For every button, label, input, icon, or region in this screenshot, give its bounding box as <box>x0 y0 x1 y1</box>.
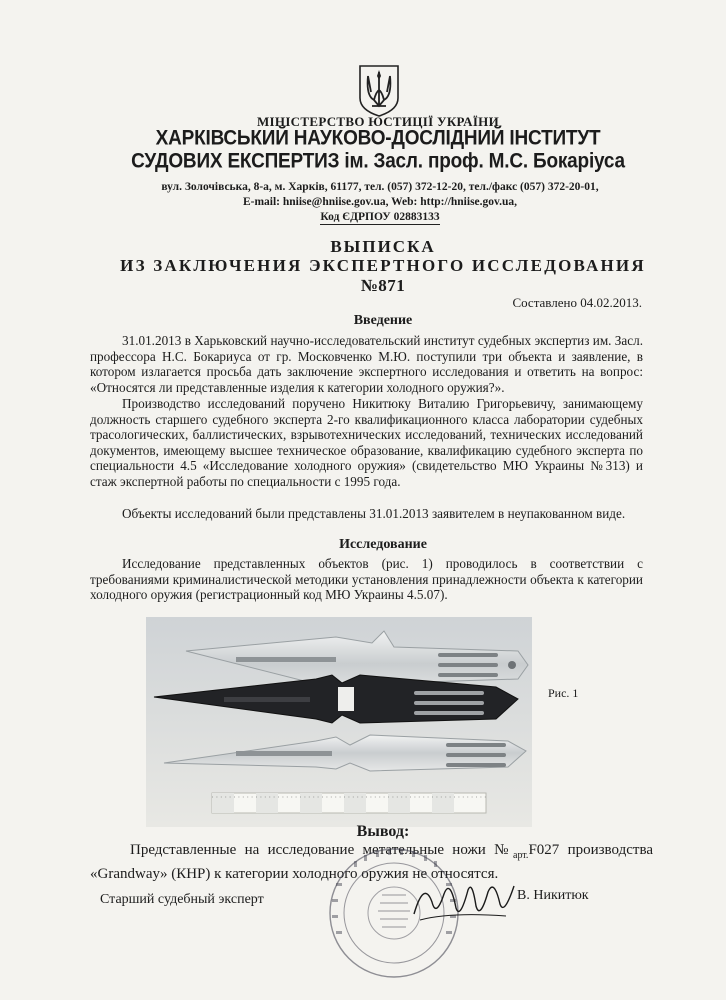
handwritten-signature <box>410 872 520 932</box>
ministry-name: МІНІСТЕРСТВО ЮСТИЦІЇ УКРАЇНИ <box>256 114 500 129</box>
introduction-paragraph-2: Производство исследований поручено Никитюку Виталию Григорьевичу, занимающему должность старшего судебного эксперта 2-го квалификационного класса лаборатории судебных трасологических, баллистических, взрывотехнических исследований, технических исследований документов, имеющему высшее техническое образование, квалификацию судебного эксперта по специальности 4.5 «Исследование холодного оружия» (свидетельство МЮ Украины №313) и стаж экспертной работы по специальности с 1995 года. <box>90 396 643 489</box>
introduction-heading: Введение <box>353 313 413 328</box>
conclusion-text-part1: Представленные на исследование метательные ножи № <box>130 842 513 858</box>
conclusion-text-part2: F027 производства «Grandway» (КНР) к категории холодного оружия не относятся. <box>90 842 653 882</box>
research-paragraph: Исследование представленных объектов (рис. 1) проводилось в соответствии с требованиями криминалистической методики установления принадлежности объекта к категории холодного оружия (регистрационный код МЮ Украины 4.5.07). <box>90 556 643 603</box>
institute-name-line2: СУДОВИХ ЕКСПЕРТИЗ ім. Засл. проф. М.С. Бокаріуса <box>131 149 625 174</box>
introduction-paragraph-1: 31.01.2013 в Харьковский научно-исследовательский институт судебных экспертиз им. Засл. профессора Н.С. Бокариуса от гр. Московченко М.Ю. поступили три объекта и заявление, в котором излагается просьба дать заключение экспертного исследования и ответить на вопрос: «Относятся ли представленные изделия к категории холодного оружия?». <box>90 333 643 395</box>
conclusion-heading: Вывод: <box>356 823 410 840</box>
throwing-knives-illustration <box>146 617 532 827</box>
research-heading: Исследование <box>339 537 427 552</box>
document-number: №871 <box>360 276 406 295</box>
document-title: ВЫПИСКА <box>330 237 436 256</box>
address-line1: вул. Золочівська, 8-а, м. Харків, 61177, тел. (057) 372-12-20, тел./факс (057) 372-20-01, <box>161 181 599 193</box>
expert-name: В. Никитюк <box>517 888 589 903</box>
introduction-paragraph-3: Объекты исследований были представлены 31.01.2013 заявителем в неупакованном виде. <box>122 506 626 521</box>
article-subscript: арт. <box>513 850 529 861</box>
document-subtitle: ИЗ ЗАКЛЮЧЕНИЯ ЭКСПЕРТНОГО ИССЛЕДОВАНИЯ <box>120 256 646 275</box>
institute-name-line1: ХАРКІВСЬКИЙ НАУКОВО-ДОСЛІДНИЙ ІНСТИТУТ <box>155 126 601 151</box>
measuring-ruler <box>212 793 486 813</box>
composed-date: Составлено 04.02.2013. <box>512 295 642 310</box>
address-line3 <box>0 210 726 225</box>
knives-photo <box>146 617 532 827</box>
address-line2: E-mail: hniise@hniise.gov.ua, Web: http://hniise.gov.ua, <box>242 196 518 208</box>
trident-emblem-icon <box>356 62 402 118</box>
expert-position: Старший судебный эксперт <box>100 892 264 907</box>
edrpou-code: Код ЄДРПОУ 02883133 <box>320 211 440 223</box>
figure-label: Рис. 1 <box>548 686 579 700</box>
